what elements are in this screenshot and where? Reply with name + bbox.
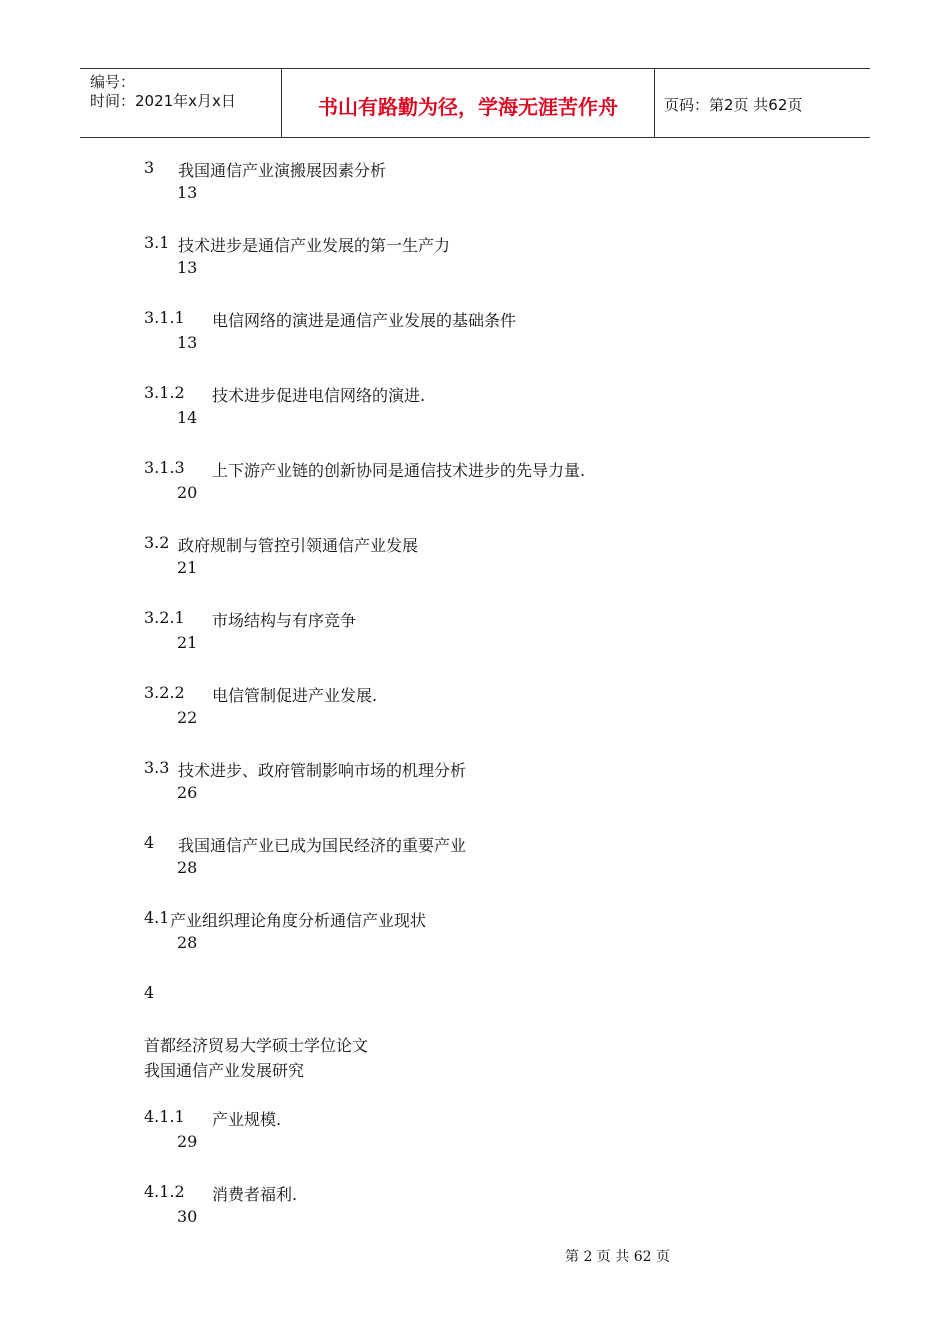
toc-title: 政府规制与管控引领通信产业发展 <box>178 536 419 555</box>
toc-entry[interactable] <box>144 608 844 658</box>
header-motto-cell <box>281 69 655 137</box>
toc-number: 3 <box>144 158 155 177</box>
toc-entry[interactable] <box>144 1107 844 1157</box>
toc-page: 20 <box>177 483 198 502</box>
number-label: 编号： <box>90 73 136 91</box>
toc-number: 3.1.3 <box>144 458 185 477</box>
toc-entry[interactable] <box>144 233 844 283</box>
toc-title: 上下游产业链的创新协同是通信技术进步的先导力量. <box>212 461 586 480</box>
toc-page: 14 <box>177 408 198 427</box>
toc-entry[interactable] <box>144 533 844 583</box>
toc-number: 3.2 <box>144 533 170 552</box>
toc-title: 消费者福利. <box>212 1185 298 1204</box>
toc-entry[interactable] <box>144 458 844 508</box>
toc-number: 3.1.2 <box>144 383 185 402</box>
toc-page: 13 <box>177 183 198 202</box>
toc-page: 28 <box>177 933 198 952</box>
toc-entry[interactable] <box>144 308 844 358</box>
toc-page: 30 <box>177 1207 198 1226</box>
toc-page: 26 <box>177 783 198 802</box>
motto: 书山有路勤为径，学海无涯苦作舟 <box>318 95 618 119</box>
toc-title: 市场结构与有序竞争 <box>212 611 357 630</box>
toc-number: 4.1.2 <box>144 1182 185 1201</box>
toc-entry[interactable] <box>144 158 844 208</box>
toc-number: 3.3 <box>144 758 170 777</box>
time-label: 时间：2021年x月x日 <box>90 92 236 110</box>
toc-number: 3.2.2 <box>144 683 185 702</box>
page-header <box>80 68 870 138</box>
toc-number: 3.2.1 <box>144 608 185 627</box>
page-info: 页码：第2页 共62页 <box>664 96 803 114</box>
toc-page: 28 <box>177 858 198 877</box>
header-meta <box>80 69 280 137</box>
toc-entry[interactable] <box>144 833 844 883</box>
toc-title: 我国通信产业已成为国民经济的重要产业 <box>178 836 467 855</box>
toc-page: 13 <box>177 258 198 277</box>
toc-entry[interactable] <box>144 758 844 808</box>
page-footer: 第 2 页 共 62 页 <box>565 1249 670 1265</box>
toc-title: 产业规模. <box>212 1110 282 1129</box>
toc-page: 21 <box>177 558 198 577</box>
toc-title: 电信网络的演进是通信产业发展的基础条件 <box>212 311 517 330</box>
toc-number: 4 <box>144 833 155 852</box>
running-head-title: 我国通信产业发展研究 <box>144 1061 305 1080</box>
toc-number: 3.1 <box>144 233 170 252</box>
toc-number: 4.1 <box>144 908 170 927</box>
toc-number: 4.1.1 <box>144 1107 185 1126</box>
toc-title: 产业组织理论角度分析通信产业现状 <box>170 911 427 930</box>
toc-title: 技术进步是通信产业发展的第一生产力 <box>178 236 451 255</box>
toc-entry[interactable] <box>144 908 844 958</box>
toc-number: 3.1.1 <box>144 308 185 327</box>
toc-title: 技术进步、政府管制影响市场的机理分析 <box>178 761 467 780</box>
running-head-university: 首都经济贸易大学硕士学位论文 <box>144 1036 369 1055</box>
toc-page: 29 <box>177 1132 198 1151</box>
toc-title: 我国通信产业演搬展因素分析 <box>178 161 387 180</box>
toc-page: 13 <box>177 333 198 352</box>
toc-page: 22 <box>177 708 198 727</box>
toc-entry[interactable] <box>144 683 844 733</box>
header-page-cell <box>654 69 870 137</box>
toc-entry[interactable] <box>144 1182 844 1232</box>
toc-title: 技术进步促进电信网络的演进. <box>212 386 426 405</box>
toc-entry[interactable] <box>144 383 844 433</box>
toc-title: 电信管制促进产业发展. <box>212 686 378 705</box>
toc-page: 21 <box>177 633 198 652</box>
page-marker: 4 <box>144 983 155 1002</box>
